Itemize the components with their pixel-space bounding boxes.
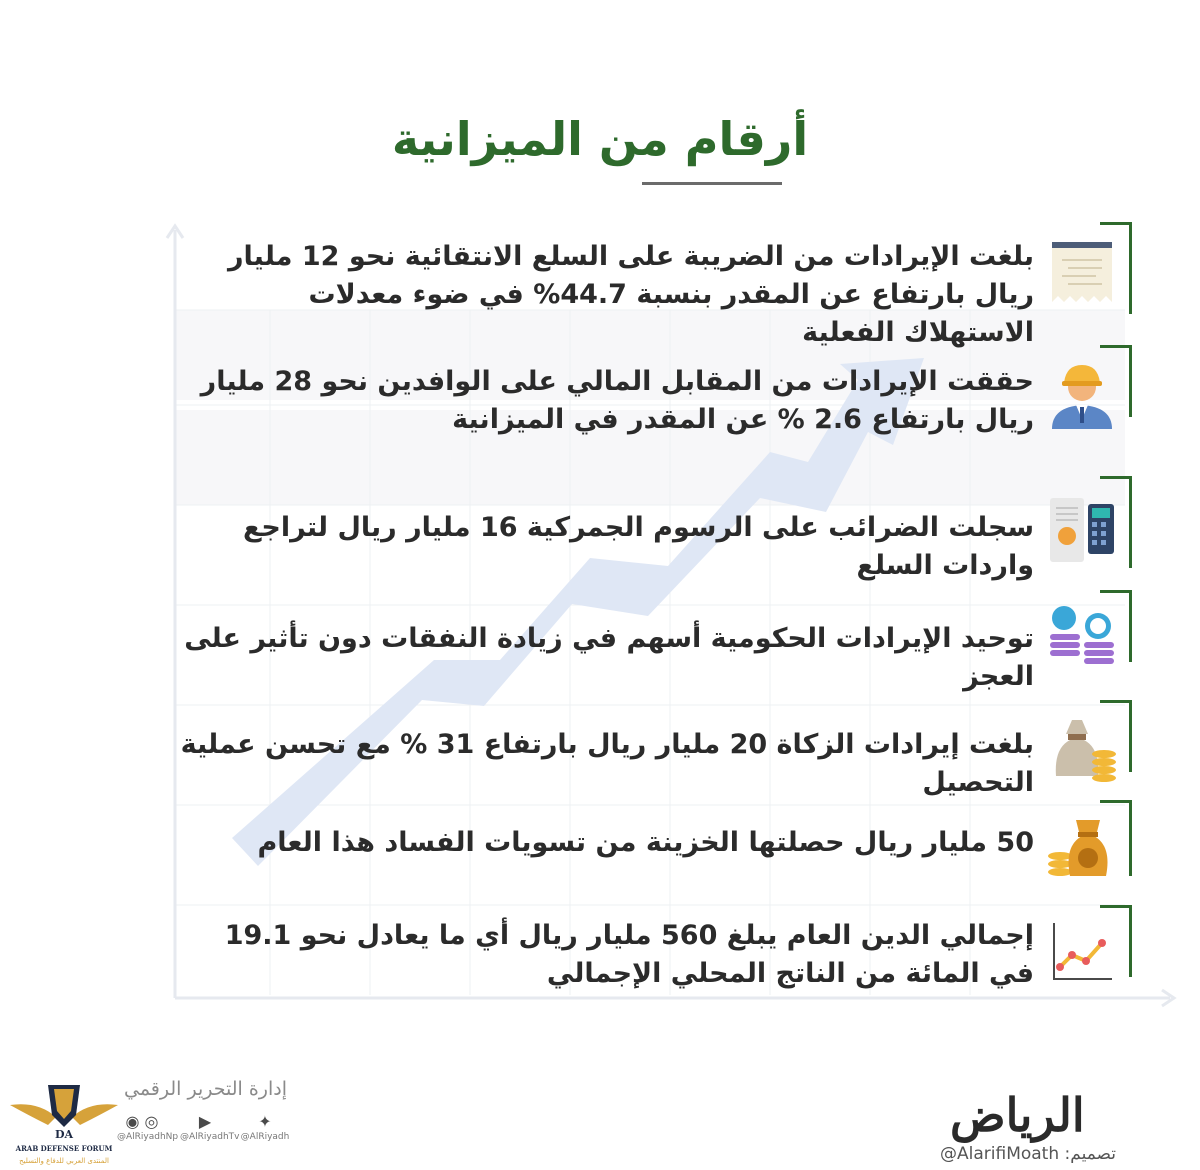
stat-row-zakat <box>172 700 1132 798</box>
money-bag-icon <box>1046 810 1118 882</box>
row-text: 50 مليار ريال حصلتها الخزينة من تسويات الفساد هذا العام <box>257 827 1034 858</box>
title-underline <box>642 182 782 185</box>
row-text: توحيد الإيرادات الحكومية أسهم في زيادة النفقات دون تأثير على العجز <box>184 623 1034 692</box>
row-text: حققت الإيرادات من المقابل المالي على الوافدين نحو 28 مليار ريال بارتفاع 2.6 % عن المقدر في الميزانية <box>200 366 1034 435</box>
logo-arabic-text: المنتدى العربي للدفاع والتسليح <box>19 1157 109 1165</box>
social-youtube[interactable] <box>180 1112 240 1142</box>
stat-row-customs <box>172 476 1132 581</box>
designer-credit: تصميم: AlarifiMoath@ <box>940 1144 1117 1164</box>
zakat-bag-icon <box>1046 714 1118 786</box>
snapchat-instagram-icon: ◉ ◎ <box>125 1112 159 1131</box>
handle-main: @AlRiyadh <box>240 1132 290 1142</box>
row-text: بلغت الإيرادات من الضريبة على السلع الانتقائية نحو 12 مليار ريال بارتفاع عن المقدر بنسبة 44.7% في ضوء معدلات الاستهلاك الفعلية <box>228 241 1034 348</box>
worker-icon <box>1046 357 1118 429</box>
stat-row-unified-revenue <box>172 590 1132 692</box>
row-text: إجمالي الدين العام يبلغ 560 مليار ريال أي ما يعادل نحو 19.1 في المائة من الناتج المحلي الإجمالي <box>224 920 1034 989</box>
stat-row-public-debt <box>172 905 1132 989</box>
logo-english-text: ARAB DEFENSE FORUM <box>15 1144 113 1153</box>
social-twitter[interactable] <box>240 1112 290 1142</box>
department-label: إدارة التحرير الرقمي <box>123 1078 287 1100</box>
stat-row-excise-tax <box>172 222 1132 348</box>
logo-monogram: DA <box>54 1128 74 1141</box>
page-title: أرقام من الميزانية <box>391 112 809 166</box>
youtube-icon: ▶ <box>198 1112 212 1131</box>
line-chart-icon <box>1046 915 1118 987</box>
row-text: بلغت إيرادات الزكاة 20 مليار ريال بارتفاع 31 % مع تحسن عملية التحصيل <box>180 729 1034 798</box>
alriyadh-logo: الرياض <box>950 1088 1085 1142</box>
coins-icon <box>1046 602 1118 674</box>
handle-np: @AlRiyadhNp <box>117 1132 179 1142</box>
arab-defense-forum-logo <box>8 1075 120 1167</box>
twitter-icon: ✦ <box>258 1112 272 1131</box>
stat-row-anticorruption <box>172 800 1132 876</box>
row-text: سجلت الضرائب على الرسوم الجمركية 16 مليار ريال لتراجع واردات السلع <box>242 512 1034 581</box>
stat-row-expat-levy <box>172 345 1132 435</box>
social-snapchat-instagram[interactable] <box>117 1112 179 1142</box>
digital-editing-department <box>122 1078 287 1100</box>
handle-tv: @AlRiyadhTv <box>180 1132 240 1142</box>
calculator-icon <box>1046 494 1118 566</box>
receipt-icon <box>1046 236 1118 308</box>
